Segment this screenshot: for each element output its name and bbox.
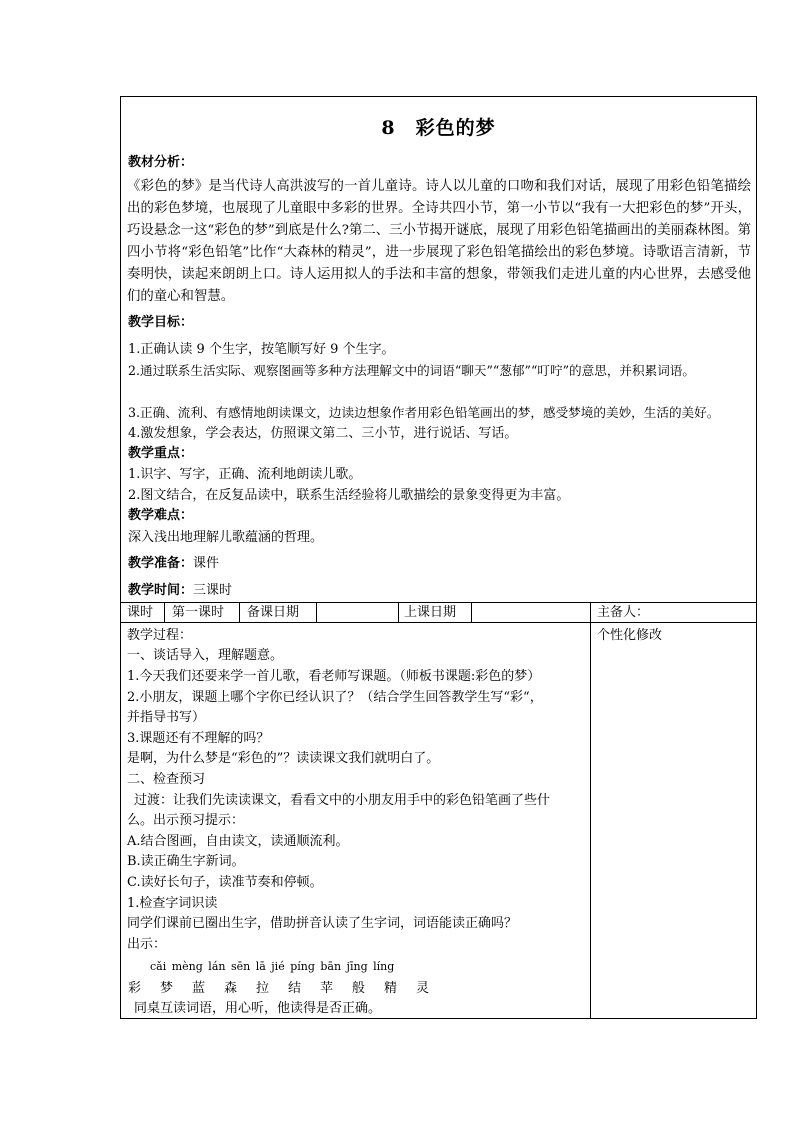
- class-date-label: 上课日期: [404, 605, 457, 620]
- hanzi-char: 苹: [320, 981, 334, 996]
- hanzi-char: 般: [352, 981, 366, 996]
- page-title: 8 彩色的梦: [381, 117, 496, 139]
- prep-value: 课件: [193, 556, 220, 571]
- goal-item: 1.正确认读 9 个生字，按笔顺写好 9 个生字。: [128, 342, 395, 357]
- hanzi-char: 蓝: [192, 981, 206, 996]
- process-line: 1.检查字词识读: [127, 896, 218, 911]
- col-divider: [164, 602, 165, 623]
- goal-item: 4.激发想象，学会表达，仿照课文第二、三小节，进行说话、写话。: [128, 426, 518, 441]
- time-value: 三课时: [193, 583, 233, 598]
- process-line: 同学们课前已圈出生字，借助拼音认读了生字词，词语能读正确吗？: [127, 916, 518, 931]
- process-line: 1.今天我们还要来学一首儿歌，看老师写课题。（师板书课题:彩色的梦）: [127, 669, 541, 684]
- process-line: 教学过程：: [127, 628, 193, 643]
- prep-heading: 教学准备：: [128, 556, 194, 571]
- process-line: 一、谈话导入，理解题意。: [127, 648, 284, 663]
- hanzi-char: 彩: [128, 981, 142, 996]
- prep-date-label: 备课日期: [247, 605, 300, 620]
- key-point-item: 2.图文结合，在反复品读中，联系生活经验将儿歌描绘的景象变得更为丰富。: [128, 488, 570, 503]
- difficulty-heading: 教学难点：: [128, 508, 194, 523]
- process-line: A.结合图画，自由读文，读通顺流利。: [127, 834, 349, 849]
- process-line: 是啊，为什么梦是“彩色的”？读读课文我们就明白了。: [127, 751, 440, 766]
- hanzi-char: 精: [384, 981, 398, 996]
- pinyin-row: cǎi mèng lán sēn lā jié píng bān jīng líng: [150, 960, 395, 973]
- lesson-label: 课时: [127, 605, 154, 620]
- hanzi-char: 森: [224, 981, 238, 996]
- col-divider: [239, 602, 240, 623]
- analysis-text: 《彩色的梦》是当代诗人高洪波写的一首儿童诗。诗人以儿童的口吻和我们对话，展现了用彩色铅笔描绘出的彩色梦境，也展现了儿童眼中多彩的世界。全诗共四小节，第一小节以“我有一大把彩色的梦”开头，巧设悬念一这“彩色的梦”到底是什么?第二、三小节揭开谜底，展现了用彩色铅笔描画出的美丽森林图。第四小节将“彩色铅笔”比作“大森林的精灵”，进一步展现了彩色铅笔描绘出的彩色梦境。诗歌语言清新，节奏明快，读起来朗朗上口。诗人运用拟人的手法和丰富的想象，带领我们走进儿童的内心世界，去感受他们的童心和智慧。: [127, 179, 751, 304]
- side-column-divider: [590, 602, 591, 1019]
- author-label: 主备人：: [597, 605, 650, 620]
- process-line: B.读正确生字新词。: [127, 854, 245, 869]
- col-divider: [471, 602, 472, 623]
- analysis-heading: 教材分析：: [128, 155, 194, 170]
- process-line: 2.小朋友，课题上哪个字你已经认识了？（结合学生回答教学生写“彩“，: [127, 690, 543, 705]
- hanzi-char: 拉: [256, 981, 270, 996]
- process-line: C.读好长句子，读准节奏和停顿。: [127, 875, 323, 890]
- process-line: 出示：: [127, 937, 167, 952]
- hanzi-char: 灵: [416, 981, 430, 996]
- process-line: 么。出示预习提示：: [127, 813, 245, 828]
- side-note: 个性化修改: [597, 628, 663, 643]
- col-divider: [316, 602, 317, 623]
- hanzi-char: 梦: [160, 981, 174, 996]
- difficulty-text: 深入浅出地理解儿歌蕴涵的哲理。: [128, 530, 324, 545]
- process-line: 过渡：让我们先读读课文，看看文中的小朋友用手中的彩色铅笔画了些什: [134, 793, 551, 808]
- time-heading: 教学时间：: [128, 583, 194, 598]
- col-divider: [398, 602, 399, 623]
- lesson-value: 第一课时: [172, 605, 225, 620]
- hanzi-row: [128, 977, 448, 996]
- time-row: [128, 580, 232, 601]
- goals-heading: 教学目标：: [128, 315, 194, 330]
- goal-item: 3.正确、流利、有感情地朗读课文，边读边想象作者用彩色铅笔画出的梦，感受梦境的美妙，生活的美好。: [128, 405, 720, 420]
- process-last-line: 同桌互读词语，用心听，他读得是否正确。: [134, 1001, 382, 1016]
- key-points-heading: 教学重点：: [128, 446, 194, 461]
- process-line: 二、检查预习: [127, 772, 206, 787]
- process-line: 3.课题还有不理解的吗？: [127, 731, 270, 746]
- hanzi-char: 结: [288, 981, 302, 996]
- process-line: 并指导书写）: [127, 710, 206, 725]
- key-point-item: 1.识字、写字，正确、流利地朗读儿歌。: [128, 467, 362, 482]
- prep-row: [128, 553, 219, 574]
- goal-item: 2.通过联系生活实际、观察图画等多种方法理解文中的词语“聊天”“葱郁”“叮咛”的意思，并积累词语。: [128, 363, 695, 378]
